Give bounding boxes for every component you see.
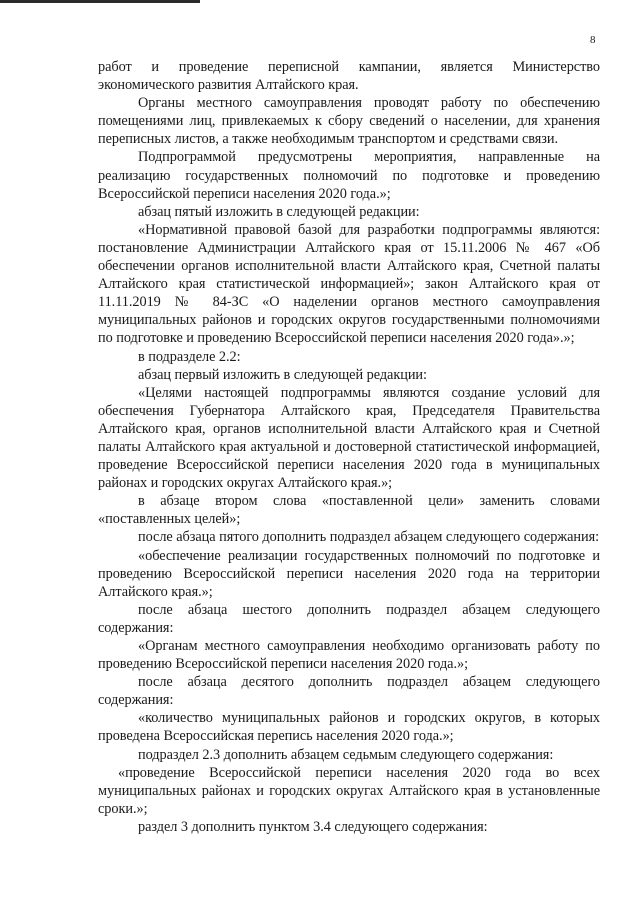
page-number: 8 xyxy=(590,34,596,46)
paragraph-4: абзац пятый изложить в следующей редакции: xyxy=(138,203,420,220)
paragraph-13: «Органам местного самоуправления необходимо организовать работу по проведению Всероссийской переписи населения 2020 года.»; xyxy=(98,638,600,673)
paragraph-10: после абзаца пятого дополнить подраздел абзацем следующего содержания: xyxy=(138,529,600,546)
paragraph-11: «обеспечение реализации государственных полномочий по подготовке и проведению Всероссийской переписи населения 2020 года на территории Алтайского края.»; xyxy=(98,547,600,600)
top-edge-rule xyxy=(0,0,200,3)
paragraph-8: «Целями настоящей подпрограммы являются создание условий для обеспечения Губернатора Алтайского края, Председателя Правительства Алтайского края, органов исполнительной власти Алтайского края и Счетной палаты Алтайского края актуальной и достоверной статистической информацией, проведение Всероссийской переписи населения 2020 года в муниципальных районах и городских округах Алтайского края.»; xyxy=(98,384,600,492)
paragraph-3: Подпрограммой предусмотрены мероприятия, направленные на реализацию государственных полномочий по подготовке и проведению Всероссийской переписи населения 2020 года.»; xyxy=(98,149,600,202)
paragraph-18: раздел 3 дополнить пунктом 3.4 следующего содержания: xyxy=(138,818,488,835)
document-body xyxy=(98,58,600,836)
paragraph-2: Органы местного самоуправления проводят работу по обеспечению помещениями лиц, привлекаемых к сбору сведений о населении, для хранения переписных листов, а также необходимым транспортом и средствами связи. xyxy=(98,95,600,148)
paragraph-9: в абзаце втором слова «поставленной цели» заменить словами «поставленных целей»; xyxy=(98,493,600,528)
paragraph-1: работ и проведение переписной кампании, является Министерство экономического развития Алтайского края. xyxy=(98,59,600,94)
paragraph-17: «проведение Всероссийской переписи населения 2020 года во всех муниципальных районах и городских округах Алтайского края в установленные сроки.»; xyxy=(98,764,600,817)
paragraph-14: после абзаца десятого дополнить подраздел абзацем следующего содержания: xyxy=(98,674,600,709)
paragraph-16: подраздел 2.3 дополнить абзацем седьмым следующего содержания: xyxy=(138,746,554,763)
paragraph-7: абзац первый изложить в следующей редакции: xyxy=(138,366,427,383)
paragraph-12: после абзаца шестого дополнить подраздел абзацем следующего содержания: xyxy=(98,601,600,636)
paragraph-15: «количество муниципальных районов и городских округов, в которых проведена Всероссийская перепись населения 2020 года.»; xyxy=(98,710,600,745)
paragraph-6: в подразделе 2.2: xyxy=(138,348,241,365)
paragraph-5: «Нормативной правовой базой для разработки подпрограммы являются: постановление Администрации Алтайского края от 15.11.2006 № 467 «Об обеспечении органов исполнительной власти Алтайского края, Счетной палаты Алтайского края статистической информацией»; закон Алтайского края от 11.11.2019 № 84-ЗС «О наделении органов местного самоуправления муниципальных районов и городских округов государственными полномочиями по подготовке и проведению Всероссийской переписи населения 2020 года».»; xyxy=(98,221,600,347)
